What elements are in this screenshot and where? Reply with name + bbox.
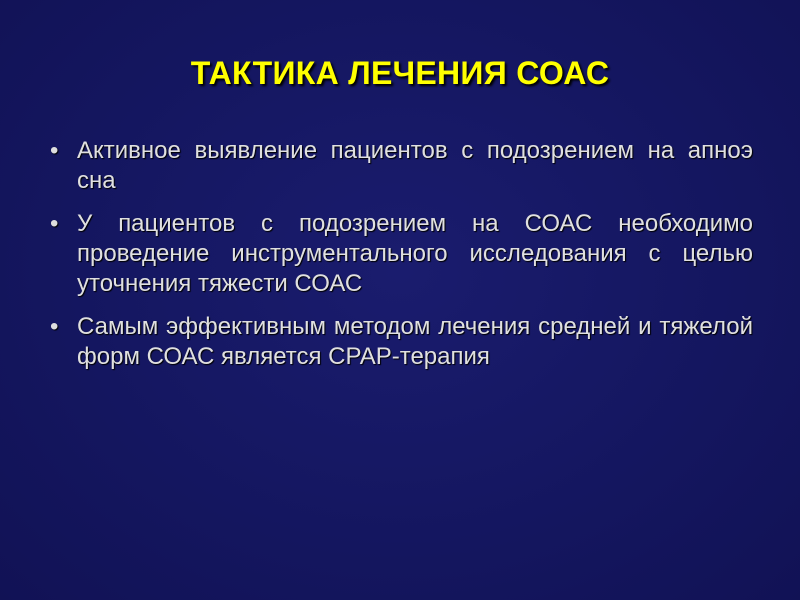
bullet-dot-icon: • (50, 137, 59, 164)
bullet-text: У пациентов с подозрением на СОАС необходимо проведение инструментального исследования с целью уточнения тяжести СОАС (77, 210, 753, 297)
bullet-dot-icon: • (50, 210, 59, 237)
bullet-item-active-detection (50, 136, 753, 196)
bullet-item-instrumental-study (50, 209, 753, 299)
bullet-text: Самым эффективным методом лечения средней и тяжелой форм СОАС является CPAP-терапия (77, 313, 753, 370)
bullet-list (50, 136, 753, 385)
bullet-dot-icon: • (50, 313, 59, 340)
slide-title: ТАКТИКА ЛЕЧЕНИЯ СОАС (190, 55, 610, 91)
bullet-item-cpap-therapy (50, 312, 753, 372)
bullet-text: Активное выявление пациентов с подозрением на апноэ сна (77, 137, 753, 194)
